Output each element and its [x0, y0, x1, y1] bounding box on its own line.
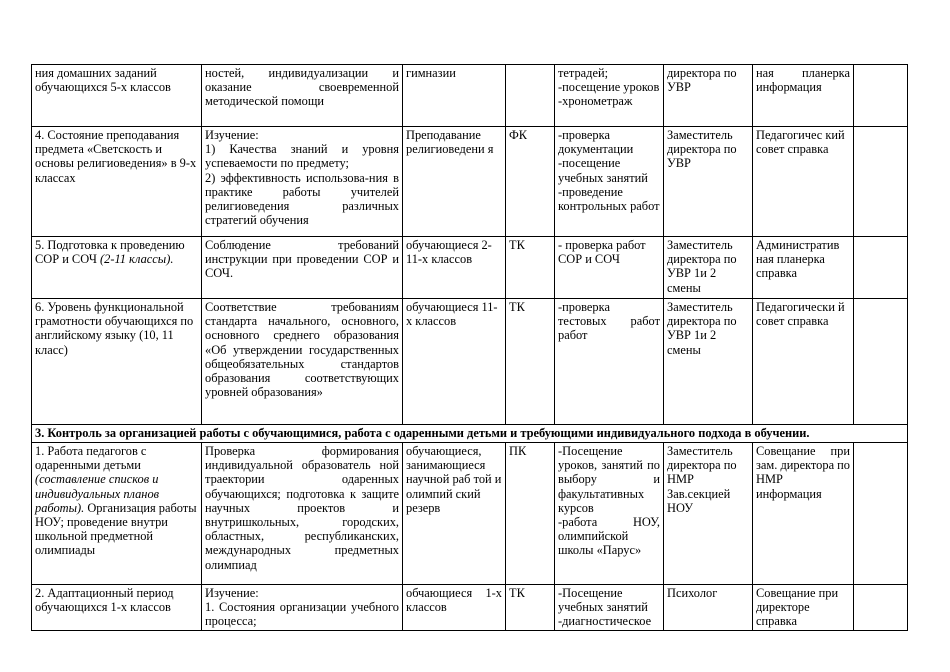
result-cell: Педагогически й совет справка [753, 299, 854, 425]
result-cell: Административ ная планерка справка [753, 237, 854, 299]
object-cell: обучающиеся 11-х классов [403, 299, 506, 425]
type-cell: ТК [506, 585, 555, 631]
type-cell: ТК [506, 299, 555, 425]
table-row [32, 127, 908, 237]
type-cell [506, 65, 555, 127]
section-3-title: 3. Контроль за организацией работы с обучающимися, работа с одаренными детьми и требующими индивидуального подхода в обучении. [32, 425, 908, 443]
method-cell: -Посещение учебных занятий -диагностическое [555, 585, 664, 631]
responsible-cell: Заместитель директора по НМР Зав.секцией НОУ [664, 443, 753, 585]
goal-cell: Соответствие требованиям стандарта начального, основного, основного среднего образования «Об утверждении государственных общеобязательных стандартов образования соответствующих уровней образования» [202, 299, 403, 425]
table-row [32, 299, 908, 425]
goal-cell: ностей, индивидуализации и оказание своевременной методической помощи [202, 65, 403, 127]
section-header-row [32, 425, 908, 443]
mark-cell [854, 299, 908, 425]
topic-cell: 6. Уровень функциональной грамотности обучающихся по английскому языку (10, 11 класс) [32, 299, 202, 425]
topic-cell [32, 443, 202, 585]
object-cell: обчающиеся 1-х классов [403, 585, 506, 631]
method-cell: -проверка документации -посещение учебных занятий -проведение контрольных работ [555, 127, 664, 237]
object-cell: Преподавание религиоведени я [403, 127, 506, 237]
mark-cell [854, 443, 908, 585]
table-row [32, 585, 908, 631]
responsible-cell: Психолог [664, 585, 753, 631]
topic-cell: 4. Состояние преподавания предмета «Светскость и основы религиоведения» в 9-х классах [32, 127, 202, 237]
mark-cell [854, 65, 908, 127]
topic-main: 1. Работа педагогов с одаренными детьми [35, 444, 147, 473]
table-row [32, 65, 908, 127]
mark-cell [854, 237, 908, 299]
goal-cell: Соблюдение требований инструкции при проведении СОР и СОЧ. [202, 237, 403, 299]
topic-tail: Организация работы НОУ; проведение внутри школьной предметной олимпиады [35, 500, 197, 558]
type-cell: ФК [506, 127, 555, 237]
responsible-cell: Заместитель директора по УВР 1и 2 смены [664, 299, 753, 425]
topic-note: (2-11 классы). [100, 252, 174, 267]
topic-cell: 2. Адаптационный период обучающихся 1-х классов [32, 585, 202, 631]
topic-main: 5. Подготовка к проведению СОР и СОЧ [35, 238, 185, 267]
control-plan-table [31, 64, 908, 631]
table-row [32, 443, 908, 585]
method-cell: - проверка работ СОР и СОЧ [555, 237, 664, 299]
object-cell: обучающиеся, занимающиеся научной раб той и олимпий ский резерв [403, 443, 506, 585]
result-cell: Совещание при зам. директора по НМР информация [753, 443, 854, 585]
topic-note: (составление списков и индивидуальных планов работы). [35, 472, 160, 515]
result-cell: Педагогичес кий совет справка [753, 127, 854, 237]
method-cell: тетрадей; -посещение уроков -хронометраж [555, 65, 664, 127]
method-cell: -Посещение уроков, занятий по выбору и факультативных курсов -работа НОУ, олимпийской школы «Парус» [555, 443, 664, 585]
type-cell: ТК [506, 237, 555, 299]
responsible-cell: Заместитель директора по УВР 1и 2 смены [664, 237, 753, 299]
object-cell: гимназии [403, 65, 506, 127]
mark-cell [854, 127, 908, 237]
goal-cell: Изучение: 1) Качества знаний и уровня успеваемости по предмету; 2) эффективность использова-ния в практике работы учителей религиоведения различных стратегий обучения [202, 127, 403, 237]
goal-cell: Проверка формирования индивидуальной образователь ной траектории одаренных обучающихся; подготовка к защите научных проектов и внутришкольных, городских, областных, республиканских, международных предметных олимпиад [202, 443, 403, 585]
topic-cell: ния домашних заданий обучающихся 5-х классов [32, 65, 202, 127]
mark-cell [854, 585, 908, 631]
result-cell: ная планерка информация [753, 65, 854, 127]
responsible-cell: директора по УВР [664, 65, 753, 127]
method-cell: -проверка тестовых работ работ [555, 299, 664, 425]
topic-cell [32, 237, 202, 299]
type-cell: ПК [506, 443, 555, 585]
goal-cell: Изучение: 1. Состояния организации учебного процесса; [202, 585, 403, 631]
responsible-cell: Заместитель директора по УВР [664, 127, 753, 237]
result-cell: Совещание при директоре справка [753, 585, 854, 631]
object-cell: обучающиеся 2-11-х классов [403, 237, 506, 299]
table-row [32, 237, 908, 299]
